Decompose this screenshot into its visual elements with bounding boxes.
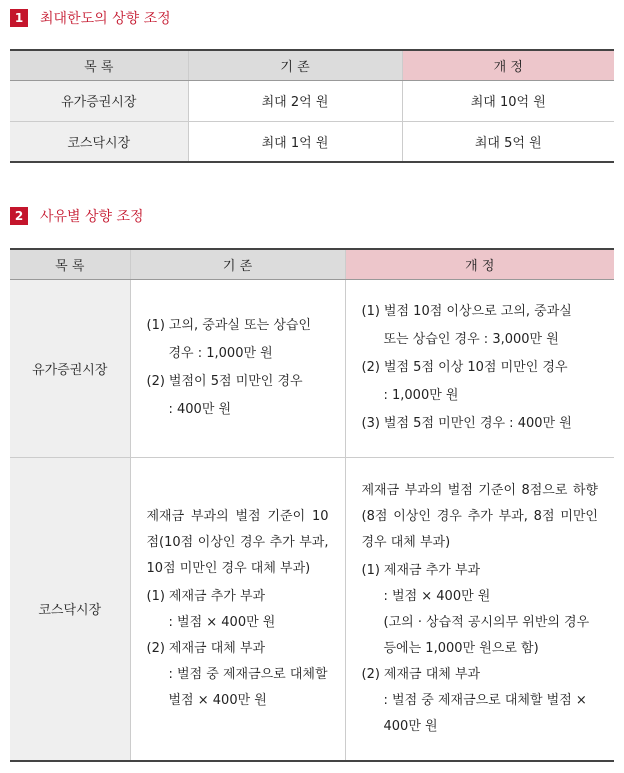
list-item: (1) 제재금 추가 부과 : 벌점 × 400만 원 xyxy=(146,588,276,630)
section1-title xyxy=(10,8,171,28)
section2-title-text: 사유별 상향 조정 xyxy=(40,209,144,225)
header-revised: 개 정 xyxy=(402,50,614,80)
header-revised: 개 정 xyxy=(345,249,614,279)
list-item: (2) 제재금 대체 부과 : 벌점 중 제재금으로 대체할 벌점 × 400만 원 xyxy=(146,640,328,708)
criteria-text: 제재금 부과의 벌점 기준이 10점(10점 이상인 경우 추가 부과, 10점 미만인 경우 대체 부과) xyxy=(146,508,329,576)
row-label: 코스닥시장 xyxy=(10,121,188,162)
list-item: (2) 벌점이 5점 미만인 경우 : 400만 원 xyxy=(146,374,303,417)
row-label: 유가증권시장 xyxy=(10,279,130,457)
section1-number: 1 xyxy=(10,9,28,27)
header-category: 목 록 xyxy=(10,50,188,80)
row-label: 유가증권시장 xyxy=(10,80,188,121)
existing-value: 최대 1억 원 xyxy=(188,121,402,162)
list-item: (2) 제재금 대체 부과 : 벌점 중 제재금으로 대체할 벌점 × 400만 원 xyxy=(361,666,587,734)
list-item: (1) 벌점 10점 이상으로 고의, 중과실 또는 상습인 경우 : 3,000만 원 xyxy=(361,304,572,347)
reason-table xyxy=(10,248,614,762)
table-row xyxy=(10,80,614,121)
list-item: (1) 고의, 중과실 또는 상습인 경우 : 1,000만 원 xyxy=(146,318,312,361)
section1-title-text: 최대한도의 상향 조정 xyxy=(40,11,171,27)
existing-cell xyxy=(130,279,345,457)
header-category: 목 록 xyxy=(10,249,130,279)
table-row xyxy=(10,121,614,162)
revised-value: 최대 5억 원 xyxy=(402,121,614,162)
list-item: (2) 벌점 5점 이상 10점 미만인 경우 : 1,000만 원 xyxy=(361,360,568,403)
revised-cell xyxy=(345,457,614,761)
existing-value: 최대 2억 원 xyxy=(188,80,402,121)
revised-cell xyxy=(345,279,614,457)
list-item: (3) 벌점 5점 미만인 경우 : 400만 원 xyxy=(361,416,572,431)
note-text: (고의 · 상습적 공시의무 위반의 경우 등에는 1,000만 원으로 함) xyxy=(383,614,590,656)
list-item: (1) 제재금 추가 부과 : 벌점 × 400만 원 (고의 · 상습적 공시의무 위반의 경우 등에는 1,000만 원으로 함) xyxy=(362,558,599,662)
criteria-text: 제재금 부과의 벌점 기준이 8점으로 하향(8점 이상인 경우 추가 부과, 8점 미만인 경우 대체 부과) xyxy=(361,482,598,550)
header-existing: 기 존 xyxy=(130,249,345,279)
section2-number: 2 xyxy=(10,207,28,225)
table-row xyxy=(10,457,614,761)
header-existing: 기 존 xyxy=(188,50,402,80)
revised-value: 최대 10억 원 xyxy=(402,80,614,121)
limit-table xyxy=(10,49,614,163)
existing-cell xyxy=(130,457,345,761)
section2-title xyxy=(10,206,144,226)
table-row xyxy=(10,279,614,457)
row-label: 코스닥시장 xyxy=(10,457,130,761)
